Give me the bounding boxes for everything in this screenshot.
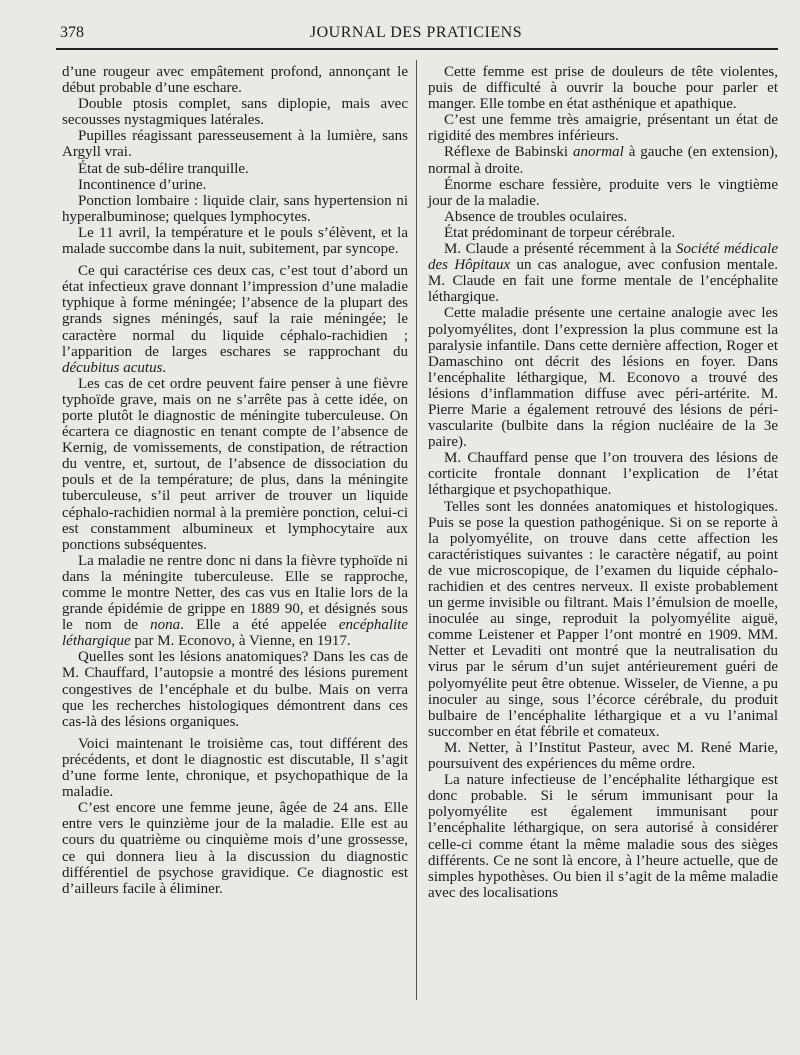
paragraph: Énorme eschare fessière, produite vers le vingtième jour de la maladie. — [428, 176, 778, 209]
paragraph: Incontinence d’urine. — [78, 176, 207, 193]
paragraph: C’est une femme très amaigrie, présentant un état de rigidité des membres inférieurs. — [428, 112, 778, 145]
paragraph — [428, 241, 778, 305]
paragraph: Telles sont les données anatomiques et histologiques. Puis se pose la question pathogénique. Si on se reporte à la polyomyélite, on trouve dans cette affection les caractéristiques suivantes : le caractère négatif, au point de vue microscopique, de l’examen du liquide céphalo-rachidien et des centres nerveux. Il existe probablement un germe invisible ou filtrant. Mais l’émulsion de moelle, inoculée au singe, reproduit la polyomyélite aiguë, comme Leistener et Papper l’ont montré en 1909. MM. Netter et Levaditi ont montré que la neutralisation du virus par le sérum d’un sujet antérieurement guéri de polyomyélite peut être obtenue. Wisseler, de Vienne, a pu inoculer au singe, sous l’écorce cérébrale, du produit bulbaire de l’encéphalite léthargique et a vu l’animal succomber en état fébrile et comateux. — [428, 498, 778, 740]
paragraph: d’une rougeur avec empâtement profond, annonçant le début probable d’une eschare. — [62, 64, 408, 97]
paragraph — [62, 553, 408, 650]
paragraph: Le 11 avril, la température et le pouls s’élèvent, et la malade succombe dans la nuit, subitement, par syncope. — [62, 224, 408, 258]
paragraph — [428, 144, 778, 176]
column-divider — [416, 60, 417, 1000]
paragraph: C’est encore une femme jeune, âgée de 24 ans. Elle entre vers le quinzième jour de la maladie. Elle est au cours du quatrième ou cinquième mois d’une grossesse, ce qui donnera lieu à la discussion du diagnostic différentiel de psychose gravidique. Ce diagnostic est d’ailleurs facile à éliminer. — [62, 800, 408, 897]
paragraph: Voici maintenant le troisième cas, tout différent des précédents, et dont le diagnostic est discutable, Il s’agit d’une forme lente, chronique, et psychopathique de la maladie. — [62, 735, 408, 801]
paragraph-text: La maladie ne rentre donc ni dans la fièvre typhoïde ni dans la méningite tuberculeuse. Elle se rapproche, comme le montre Netter, des cas vus en Italie lors de la grande épidémie de grippe en 1889 90, et désignés sous le nom de — [62, 552, 408, 634]
paragraph-text: à gauche (en extension), normal à droite. — [428, 144, 779, 177]
paragraph: Quelles sont les lésions anatomiques? Dans les cas de M. Chauffard, l’autopsie a montré des lésions purement congestives de l’encéphale et du bulbe. Mais on verra que les recherches histologiques démontrent dans ces cas-là des lésions organiques. — [62, 649, 408, 730]
italic-term: encéphalite léthargique — [62, 617, 409, 650]
page-header — [60, 24, 772, 46]
left-column — [62, 64, 408, 897]
journal-title: JOURNAL DES PRATICIENS — [309, 24, 523, 41]
paragraph-text: Réflexe de Babinski — [444, 144, 568, 161]
paragraph-text: par M. Econovo, à Vienne, en 1917. — [130, 633, 351, 650]
paragraph: La nature infectieuse de l’encéphalite léthargique est donc probable. Si le sérum immunisant pour la polyomyélite est également immunisant pour l’encéphalite léthargique, on sera autorisé à considérer celle-ci comme étant la même maladie sous des sièges différents. Ce ne sont là encore, à l’heure actuelle, que de simples hypothèses. Ou bien il s’agit de la même maladie avec des localisations — [428, 772, 778, 901]
paragraph: Cette maladie présente une certaine analogie avec les polyomyélites, dont l’expression la plus commune est la paralysie infantile. Dans cette dernière affection, Roger et Damaschino ont décrit des lésions en foyer. Dans l’encéphalite léthargique, M. Econovo a trouvé des lésions d’inflammation diffuse avec péri-artérite. M. Pierre Marie a également retrouvé des lésions de péri-vascularite (bulbite dans la région nucléaire de la 3e paire). — [428, 305, 778, 451]
paragraph: Ce qui caractérise ces deux cas, c’est tout d’abord un état infectieux grave donnant l’impression d’une maladie typhique à forme méningée; l’absence de la plupart des grands signes méningés, sauf la raie méningée; le caractère normal du liquide céphalo-rachidien ; l’apparition de larges eschares se rapprochant du décubitus acutus. — [62, 263, 408, 376]
header-rule — [56, 48, 778, 50]
italic-term: anormal — [572, 144, 624, 161]
paragraph: M. Netter, à l’Institut Pasteur, avec M. René Marie, poursuivent des expériences du même ordre. — [428, 739, 778, 773]
paragraph: État prédominant de torpeur cérébrale. — [444, 224, 676, 241]
italic-term: décubitus acutus — [62, 359, 163, 376]
paragraph-text: un cas analogue, avec confusion mentale. M. Claude en fait une forme mentale de l’encéphalite léthargique. — [428, 257, 778, 306]
paragraph-text: . Elle a été appelée — [180, 617, 327, 634]
paragraph: M. Chauffard pense que l’on trouvera des lésions de corticite frontale donnant l’explication de l’état léthargique et psychopathique. — [428, 450, 778, 499]
page-number: 378 — [60, 24, 84, 41]
italic-term: Société médicale des Hôpitaux — [428, 241, 778, 274]
paragraph: Cette femme est prise de douleurs de tête violentes, puis de difficulté à ouvrir la bouche pour parler et manger. Elle tombe en état asthénique et apathique. — [428, 64, 778, 113]
paragraph: Absence de troubles oculaires. — [444, 208, 628, 225]
paragraph-text: M. Claude a présenté récemment à la — [444, 241, 672, 258]
right-column — [428, 64, 778, 901]
paragraph: Ponction lombaire : liquide clair, sans hypertension ni hyperalbuminose; quelques lymphocytes. — [62, 192, 408, 225]
paragraph: Double ptosis complet, sans diplopie, mais avec secousses nystagmiques latérales. — [62, 96, 408, 129]
paragraph: Pupilles réagissant paresseusement à la lumière, sans Argyll vrai. — [62, 128, 408, 161]
paragraph-text: Ce qui caractérise ces deux cas, c’est tout d’abord un état infectieux grave donnant l’impression d’une maladie typhique à forme méningée; l’absence de la plupart des grands signes méningés, sauf la raie méningée; le caractère normal du liquide céphalo-rachidien ; l’apparition de larges eschares se rapprochant du — [62, 263, 408, 360]
paragraph: Les cas de cet ordre peuvent faire penser à une fièvre typhoïde grave, mais on ne s’arrête pas à cette idée, on porte plutôt le diagnostic de méningite tuberculeuse. On écartera ce diagnostic en tenant compte de l’absence de Kernig, de vomissements, de constipation, de rétraction du ventre, et, surtout, de l’absence de dissociation du pouls et de la température; de plus, dans la méningite tuberculeuse, s’il peut arriver de trouver un liquide céphalo-rachidien normal à la première ponction, celui-ci est constamment albumineux et lymphocytaire aux ponctions subséquentes. — [62, 375, 408, 553]
paragraph: État de sub-délire tranquille. — [78, 160, 249, 177]
italic-term: nona — [150, 617, 181, 634]
